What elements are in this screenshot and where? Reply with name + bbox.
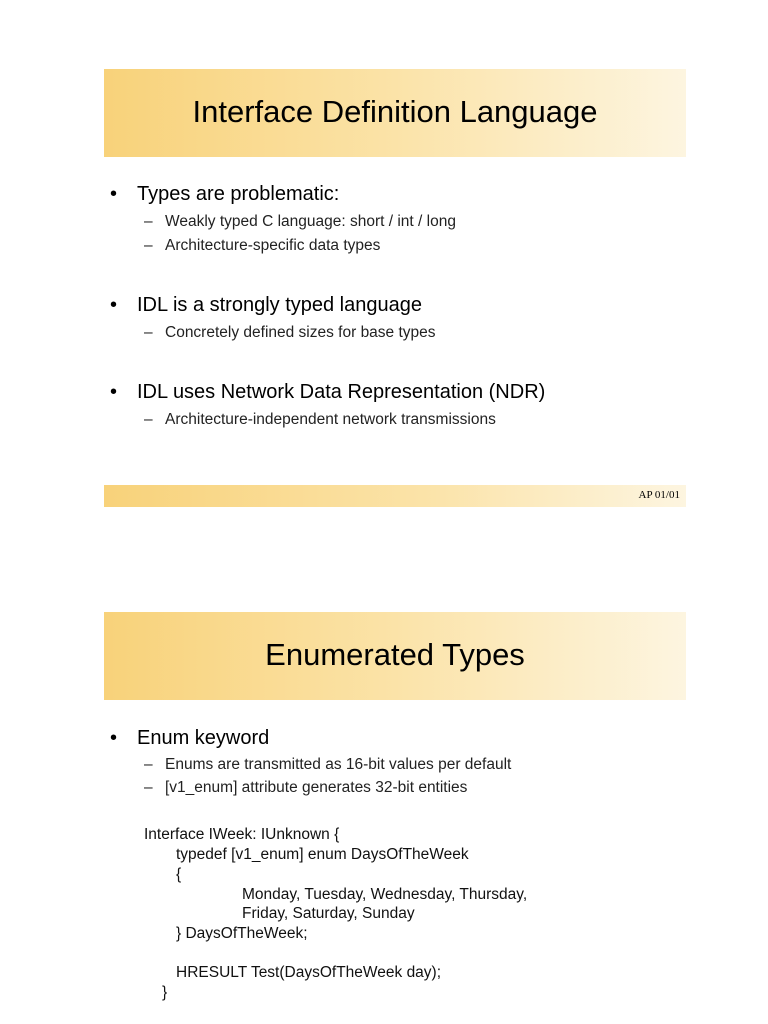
dash-symbol: –: [144, 756, 153, 773]
sub-text: Weakly typed C language: short / int / long: [165, 213, 456, 230]
slide1-bullet-1: [110, 183, 339, 206]
slide1-title-banner: [104, 69, 686, 157]
slide2-sub-1-2: [144, 779, 467, 797]
bullet-text: IDL is a strongly typed language: [137, 294, 422, 316]
sub-text: Architecture-independent network transmissions: [165, 411, 496, 428]
bullet-symbol: •: [110, 183, 118, 205]
bullet-symbol: •: [110, 727, 118, 749]
slide1-bullet-2: [110, 294, 422, 317]
sub-text: Architecture-specific data types: [165, 237, 381, 254]
code-line-3: {: [176, 866, 182, 883]
sub-text: [v1_enum] attribute generates 32-bit entities: [165, 779, 468, 796]
slide1-footer-text: AP 01/01: [638, 489, 680, 501]
bullet-symbol: •: [110, 381, 118, 403]
dash-symbol: –: [144, 779, 153, 796]
bullet-text: Types are problematic:: [137, 183, 340, 205]
code-line-4: Monday, Tuesday, Wednesday, Thursday,: [242, 886, 528, 903]
code-line-8: }: [162, 984, 168, 1001]
slide2-sub-1-1: [144, 756, 511, 774]
sub-text: Concretely defined sizes for base types: [165, 324, 436, 341]
slide2-title: Enumerated Types: [265, 637, 525, 672]
slide1-sub-3-1: [144, 411, 496, 429]
dash-symbol: –: [144, 213, 153, 230]
bullet-text: IDL uses Network Data Representation (NDR): [137, 381, 546, 403]
dash-symbol: –: [144, 324, 153, 341]
slide1-sub-1-2: [144, 237, 380, 255]
bullet-text: Enum keyword: [137, 727, 270, 749]
code-line-1: Interface IWeek: IUnknown {: [144, 826, 340, 843]
slide1-bullet-3: [110, 381, 545, 404]
slide1-footer-bar: [104, 485, 686, 507]
code-line-5: Friday, Saturday, Sunday: [242, 905, 415, 922]
slide1-sub-2-1: [144, 324, 436, 342]
slide1-title: Interface Definition Language: [192, 94, 598, 129]
slide2-bullet-1: [110, 727, 269, 750]
code-line-6: } DaysOfTheWeek;: [176, 925, 308, 942]
slide2-title-banner: [104, 612, 686, 700]
sub-text: Enums are transmitted as 16-bit values per default: [165, 756, 512, 773]
dash-symbol: –: [144, 237, 153, 254]
bullet-symbol: •: [110, 294, 118, 316]
slide1-sub-1-1: [144, 213, 456, 231]
code-line-7: HRESULT Test(DaysOfTheWeek day);: [176, 964, 442, 981]
code-line-2: typedef [v1_enum] enum DaysOfTheWeek: [176, 846, 469, 863]
dash-symbol: –: [144, 411, 153, 428]
